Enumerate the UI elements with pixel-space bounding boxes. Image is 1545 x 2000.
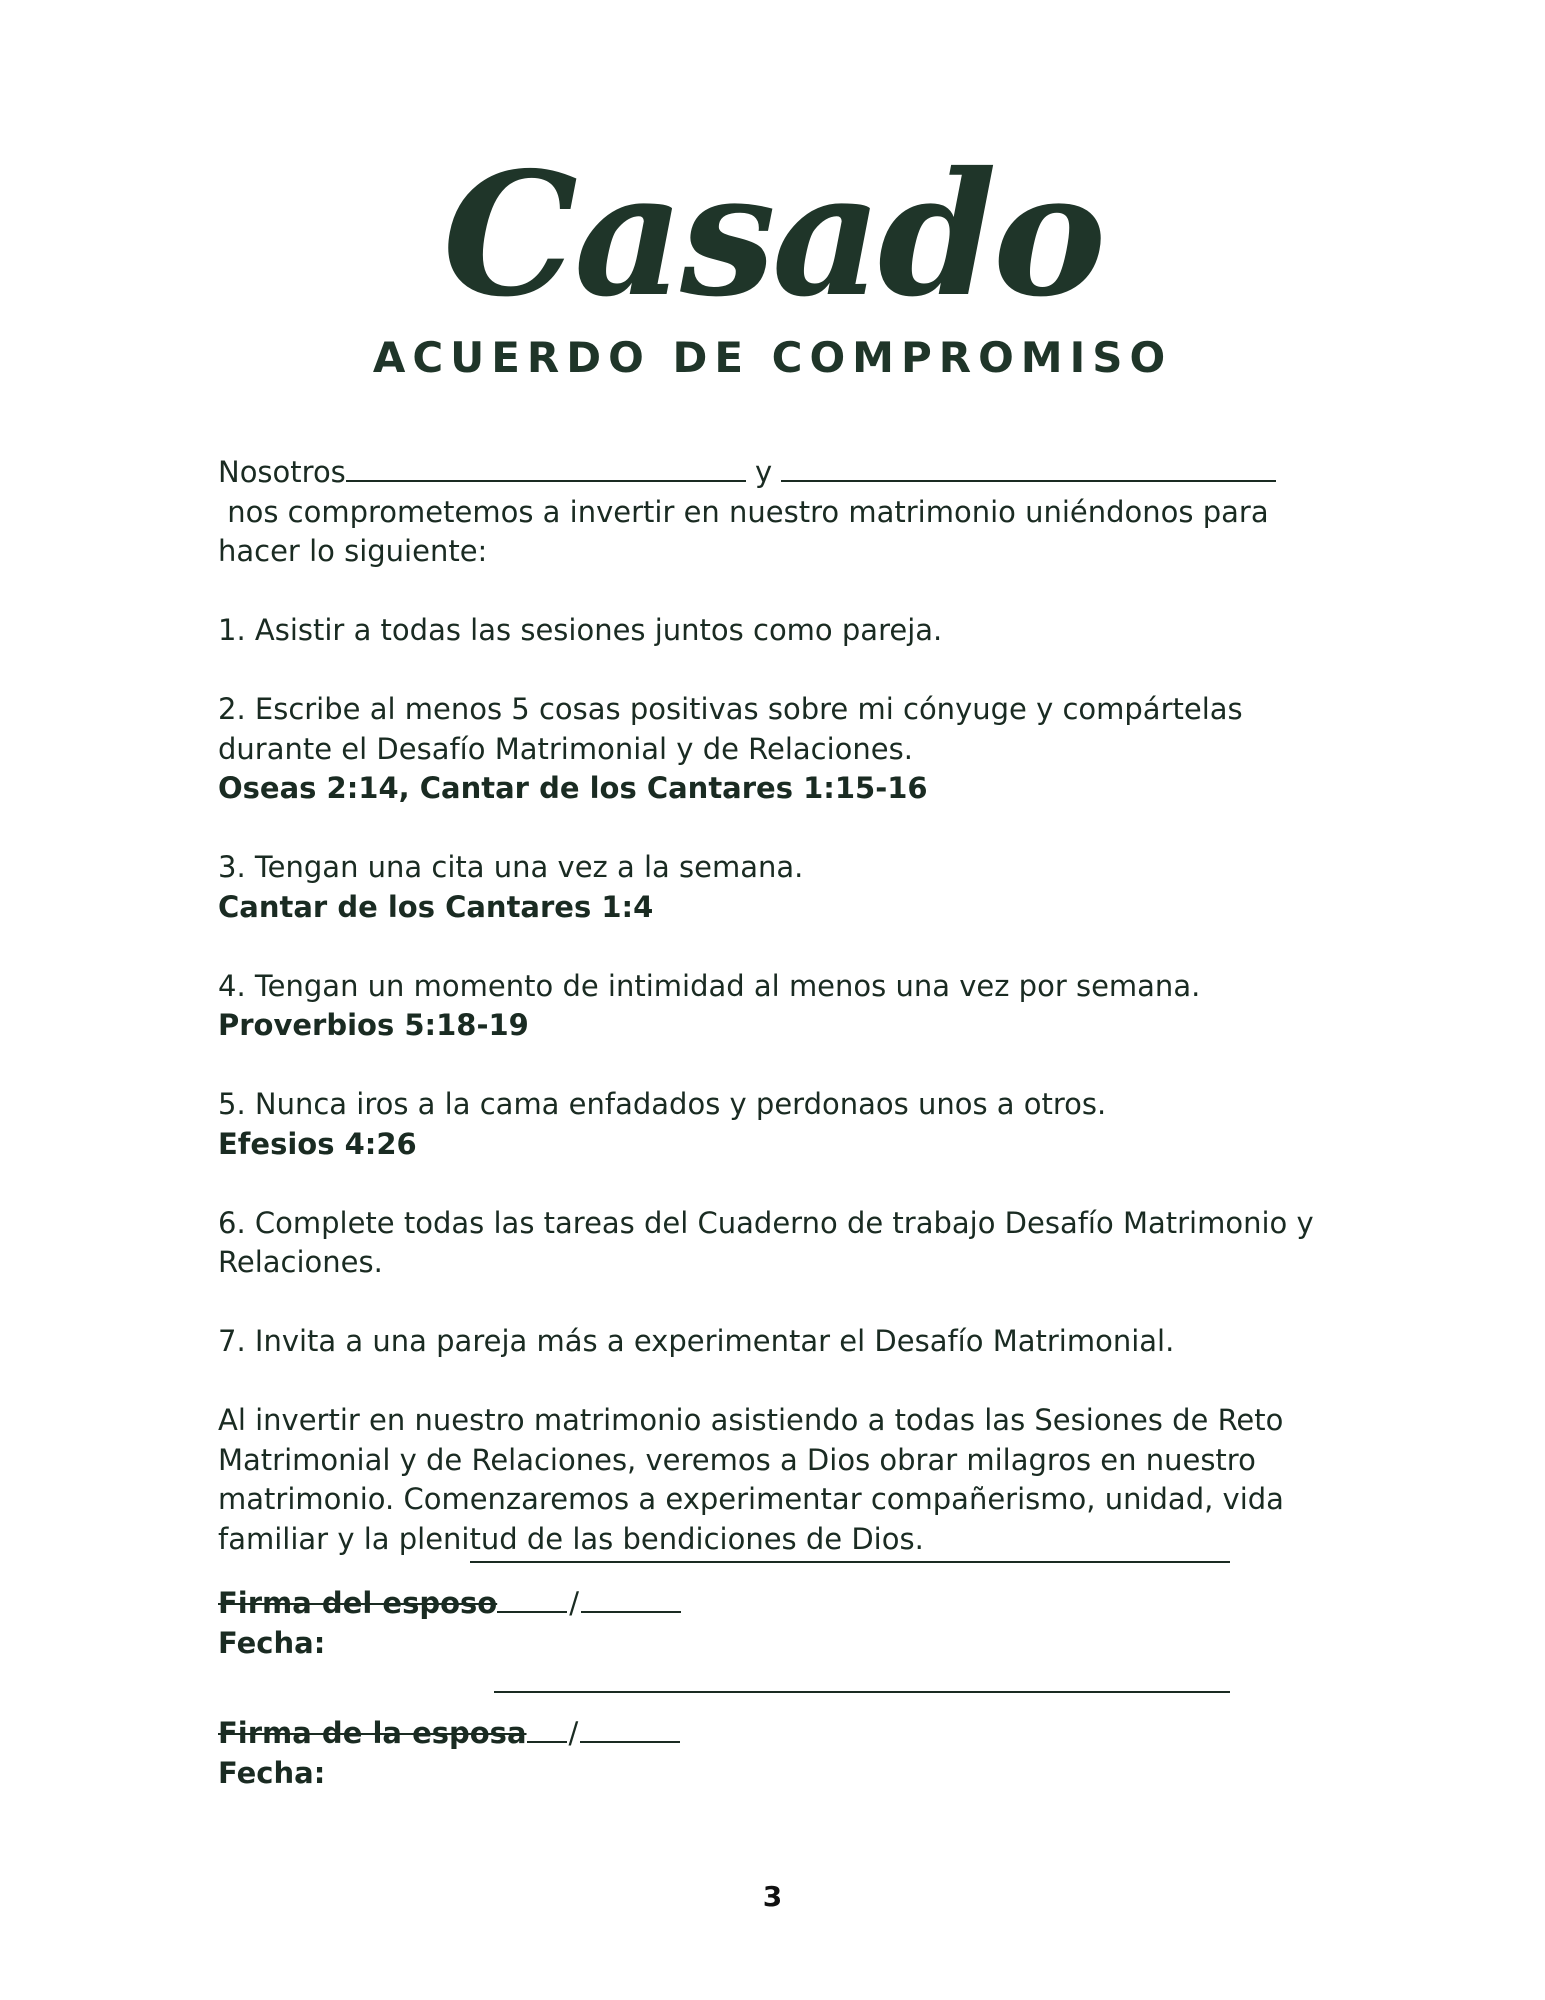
page-number: 3 (762, 1880, 783, 1913)
husband-date-month-field[interactable] (581, 1583, 681, 1613)
nosotros-label: Nosotros (218, 455, 346, 489)
husband-signature-label: Firma del esposo (218, 1586, 498, 1620)
husband-date-label: Fecha: (218, 1625, 326, 1660)
scripture-ref-3: Cantar de los Cantares 1:4 (218, 889, 654, 924)
document-subtitle: ACUERDO DE COMPROMISO (372, 333, 1173, 382)
intro-line-1 (218, 452, 1338, 493)
wife-signature-block (218, 1703, 1338, 1793)
scripture-ref-2: Oseas 2:14, Cantar de los Cantares 1:15-16 (218, 771, 928, 805)
husband-signature-block (218, 1573, 1338, 1663)
y-label: y (755, 455, 773, 489)
closing-paragraph: Al invertir en nuestro matrimonio asistiendo a todas las Sesiones de Reto Matrimonial y de Relaciones, veremos a Dios obrar milagros en nuestro matrimonio. Comenzaremos a experimentar compañerismo, unidad, vida familiar y la plenitud de las bendiciones de Dios. (218, 1403, 1284, 1556)
intro-line-3: hacer lo siguiente: (218, 534, 488, 568)
spouse-1-name-field[interactable] (346, 452, 746, 482)
wife-date-day-field[interactable] (527, 1713, 567, 1743)
list-item-2: 2. Escribe al menos 5 cosas positivas sobre mi cónyuge y compártelas durante el Desafío Matrimonial y de Relaciones. (218, 692, 1243, 766)
list-item-4: 4. Tengan un momento de intimidad al menos una vez por semana. (218, 968, 1201, 1003)
wife-signature-line[interactable] (494, 1691, 1230, 1693)
spouse-2-name-field[interactable] (781, 452, 1276, 482)
list-item-3: 3. Tengan una cita una vez a la semana. (218, 850, 804, 884)
wife-signature-label: Firma de la esposa (218, 1716, 527, 1750)
date-separator: / (569, 1586, 579, 1620)
wife-date-month-field[interactable] (580, 1713, 680, 1743)
list-item-1: 1. Asistir a todas las sesiones juntos como pareja. (218, 613, 943, 647)
list-item-5: 5. Nunca iros a la cama enfadados y perdonaos unos a otros. (218, 1087, 1107, 1121)
wife-date-label: Fecha: (218, 1755, 326, 1790)
script-title: Casado (442, 135, 1103, 335)
husband-date-day-field[interactable] (497, 1583, 567, 1613)
scripture-ref-5: Efesios 4:26 (218, 1126, 417, 1161)
list-item-7: 7. Invita a una pareja más a experimentar el Desafío Matrimonial. (218, 1324, 1175, 1358)
list-item-6: 6. Complete todas las tareas del Cuaderno de trabajo Desafío Matrimonio y Relaciones. (218, 1205, 1314, 1279)
date-separator: / (568, 1716, 579, 1750)
agreement-body (218, 452, 1338, 1793)
husband-signature-line[interactable] (470, 1561, 1230, 1563)
intro-line-2: nos comprometemos a invertir en nuestro matrimonio uniéndonos para (227, 494, 1269, 529)
scripture-ref-4: Proverbios 5:18-19 (218, 1008, 529, 1042)
